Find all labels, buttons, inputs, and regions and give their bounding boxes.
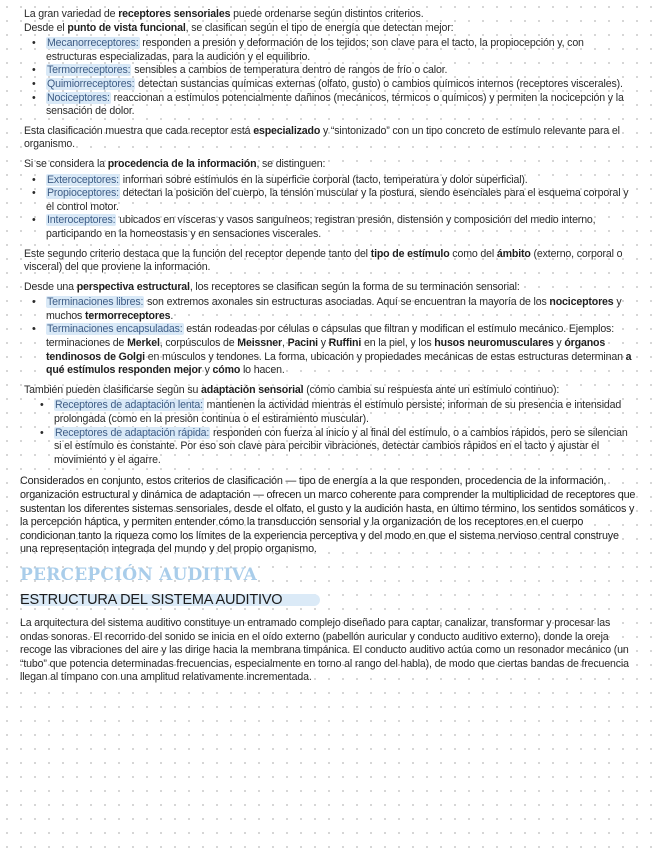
intro-paragraph xyxy=(24,8,636,35)
item-text: informan sobre estímulos en la superficie corporal (tacto, temperatura y dolor superficial). xyxy=(119,173,528,186)
summary-paragraph: Considerados en conjunto, estos criterios de clasificación — tipo de energía a la que responden, procedencia de la información, organización estructural y dinámica de adaptación — ofrecen un marco coherente para comprender la multiplicidad de receptores que sustentan los diferentes sistemas sensoriales, desde el olfato, el gusto y la audición hasta, en último término, los sentidos somáticos y la percepción háptica, y permiten entender cómo la transducción sensorial y la organización de los receptores en el cuerpo condicionan tanto la riqueza como los límites de la experiencia perceptiva y del modo en que el sistema nervioso central construye una representación integrada del mundo y del propio organismo. xyxy=(20,475,636,556)
receptor-classification-section xyxy=(20,8,636,467)
item-bold: a qué estímulos responden mejor xyxy=(46,350,632,377)
term-highlight: Receptores de adaptación rápida: xyxy=(55,426,210,439)
intro-bold-funcional: punto de vista funcional xyxy=(67,21,186,34)
term-highlight: Receptores de adaptación lenta: xyxy=(55,399,203,412)
list-item xyxy=(46,37,636,64)
criterion-paragraph xyxy=(24,248,636,275)
para-text: y “sintonizado” con un tipo concreto de estímulo relevante para el organismo. xyxy=(24,124,620,151)
list-item xyxy=(46,64,636,78)
item-text: y xyxy=(553,337,565,350)
subsection-heading: ESTRUCTURA DEL SISTEMA AUDITIVO xyxy=(20,591,283,608)
item-text: en músculos y tendones. La forma, ubicación y propiedades mecánicas de estas estructuras determinan xyxy=(144,350,626,363)
term-highlight: Mecanorreceptores: xyxy=(47,37,139,50)
para-text: También pueden clasificarse según su xyxy=(24,383,202,396)
item-text: , xyxy=(282,337,288,350)
list-item xyxy=(46,92,636,119)
item-text: y xyxy=(201,364,213,377)
list-item xyxy=(46,187,636,214)
intro-text: La gran variedad de xyxy=(24,8,119,20)
item-text: son extremos axonales sin estructuras asociadas. Aquí se encuentran la mayoría de los xyxy=(144,296,550,309)
section-heading: PERCEPCIÓN AUDITIVA xyxy=(20,564,258,585)
adaptation-paragraph xyxy=(24,384,636,398)
para-bold: procedencia de la información xyxy=(107,157,257,170)
intro-text: , se clasifican según el tipo de energía que detectan mejor: xyxy=(185,21,454,34)
item-text: reaccionan a estímulos potencialmente dañinos (mecánicos, térmicos o químicos) y permiten la nocicepción y la sensación de dolor. xyxy=(46,91,624,118)
para-text: Desde una xyxy=(24,280,77,293)
item-text: responden a presión y deformación de los tejidos; son clave para el tacto, la propiocepción y, con estructuras especializadas, para la audición y el equilibrio. xyxy=(46,37,584,63)
origin-list xyxy=(24,174,636,242)
item-text: están rodeadas por células o cápsulas que filtran y modifican el estímulo mecánico. Ejemplos: terminaciones de xyxy=(46,323,614,350)
structural-paragraph xyxy=(24,281,636,295)
para-bold: tipo de estímulo xyxy=(370,247,450,260)
para-bold: perspectiva estructural xyxy=(76,280,190,293)
intro-text: Desde el xyxy=(24,21,68,34)
para-bold: ámbito xyxy=(496,247,531,260)
para-text: (externo, corporal o visceral) del que proviene la información. xyxy=(24,247,623,274)
item-text: , corpúsculos de xyxy=(159,337,238,350)
list-item xyxy=(54,427,636,468)
auditory-intro-paragraph: La arquitectura del sistema auditivo constituye un entramado complejo diseñado para captar, canalizar, transformar y procesar las ondas sonoras. El recorrido del sonido se inicia en el oído externo (pabellón auricular y conducto auditivo externo), donde la oreja recoge las vibraciones del aire y las dirige hacia la membrana timpánica. El conducto auditivo actúa como un resonador mecánico (un “tubo” que potencia determinadas frecuencias, especialmente en torno al rango del habla), de modo que ciertas bandas de frecuencia llegan al tímpano con una amplitud relativamente incrementada. xyxy=(20,616,629,684)
list-item xyxy=(46,78,636,92)
list-item xyxy=(46,214,636,241)
functional-list xyxy=(24,37,636,119)
subheading-wrapper xyxy=(20,591,282,609)
item-text: ubicados en vísceras y vasos sanguíneos; registran presión, distensión y composición del medio interno, participando en la homeostasis y en sensaciones viscerales. xyxy=(46,214,596,240)
term-highlight: Exteroceptores: xyxy=(47,173,119,186)
para-bold: especializado xyxy=(253,124,321,137)
para-text: , se distinguen: xyxy=(256,157,326,170)
term-highlight: Quimiorreceptores: xyxy=(47,77,135,90)
origin-paragraph xyxy=(24,158,636,172)
list-item xyxy=(54,399,636,426)
item-bold: cómo xyxy=(212,364,241,377)
item-text: sensibles a cambios de temperatura dentro de rangos de frío o calor. xyxy=(131,64,448,77)
list-item xyxy=(46,323,636,377)
specialized-paragraph xyxy=(24,125,636,152)
item-text: detectan sustancias químicas externas (olfato, gusto) o cambios químicos internos (receptores viscerales). xyxy=(135,77,623,90)
item-bold: Ruffini xyxy=(328,337,362,350)
term-highlight: Propioceptores: xyxy=(47,187,119,200)
item-bold: husos neuromusculares xyxy=(434,337,554,350)
item-bold: Merkel xyxy=(127,337,160,350)
item-text: detectan la posición del cuerpo, la tensión muscular y la postura, siendo esenciales para el esquema corporal y el control motor. xyxy=(46,187,629,213)
para-text: (cómo cambia su respuesta ante un estímulo continuo): xyxy=(303,383,560,396)
para-text: como del xyxy=(449,247,497,260)
adaptation-list xyxy=(24,399,636,467)
term-highlight: Terminaciones encapsuladas: xyxy=(47,323,183,336)
item-bold: Meissner xyxy=(237,337,283,350)
item-bold: termorreceptores xyxy=(85,309,171,322)
term-highlight: Nociceptores: xyxy=(47,91,110,104)
item-text: y muchos xyxy=(46,296,622,322)
para-text: Si se considera la xyxy=(24,157,108,170)
item-text: en la piel, y los xyxy=(361,337,435,350)
intro-bold-receptores: receptores sensoriales xyxy=(118,8,231,20)
item-text: mantienen la actividad mientras el estímulo persiste; informan de su presencia e intensidad prolongada (como en la presión continua o el estiramiento muscular). xyxy=(54,399,622,426)
list-item xyxy=(46,174,636,188)
item-text: lo hacen. xyxy=(240,364,285,377)
item-text: responden con fuerza al inicio y al final del estímulo, o a cambios rápidos, pero se silencian si el estímulo es constante. Por eso son clave para percibir vibraciones, detectar cambios rápidos en el tacto y ajustar el movimiento y el agarre. xyxy=(54,426,628,466)
term-highlight: Termorreceptores: xyxy=(47,64,131,77)
para-text: , los receptores se clasifican según la forma de su terminación sensorial: xyxy=(189,280,520,293)
term-highlight: Interoceptores: xyxy=(47,214,116,227)
term-highlight: Terminaciones libres: xyxy=(47,296,144,309)
item-text: . xyxy=(170,309,174,322)
para-text: Este segundo criterio destaca que la función del receptor depende tanto del xyxy=(24,247,371,260)
item-bold: Pacini xyxy=(287,337,318,350)
intro-text: puede ordenarse según distintos criterios. xyxy=(230,8,424,20)
para-bold: adaptación sensorial xyxy=(201,383,304,396)
list-item xyxy=(46,296,636,323)
structural-list xyxy=(24,296,636,378)
item-bold: nociceptores xyxy=(549,296,614,309)
para-text: Esta clasificación muestra que cada receptor está xyxy=(24,124,254,137)
item-text: y xyxy=(317,337,329,350)
item-bold: órganos tendinosos de Golgi xyxy=(46,337,606,363)
